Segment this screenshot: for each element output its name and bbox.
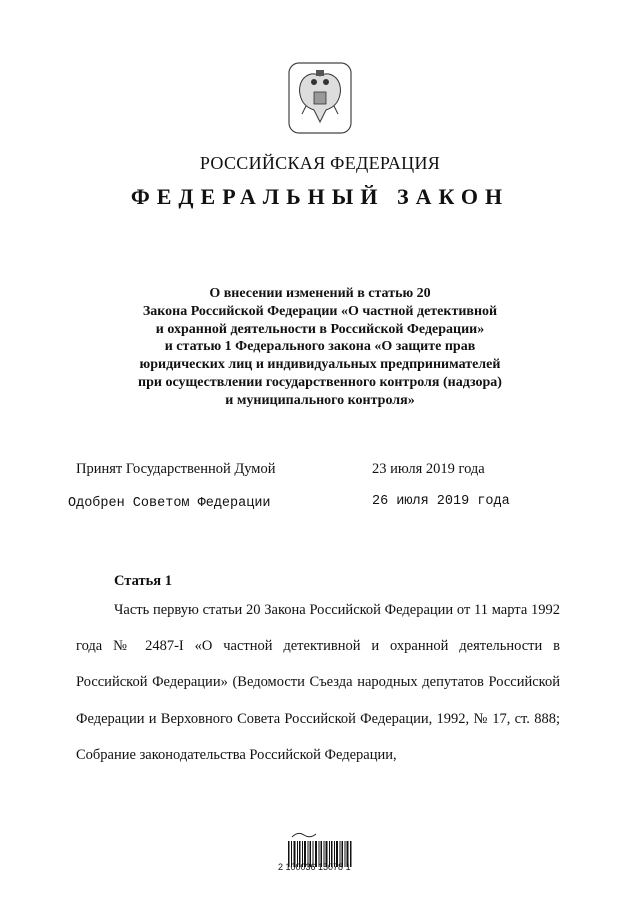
article-text: Часть первую статьи 20 Закона Российской Федерации от 11 марта 1992 года № 2487-I «О частной детективной и охранной деятельности в Российской Федерации» (Ведомости Съезда народных депутатов Российской Федерации и Верховного Совета Российской Федерации, 1992, № 17, ст. 888; Собрание законодательства Российской Федерации, [76,602,560,763]
law-title-line: и муниципального контроля» [225,392,415,408]
law-title-line: О внесении изменений в статью 20 [209,286,431,301]
law-title-line: юридических лиц и индивидуальных предпринимателей [139,357,501,373]
council-approval-label: Одобрен Советом Федерации [68,496,271,511]
country-heading: РОССИЙСКАЯ ФЕДЕРАЦИЯ [199,153,441,173]
law-title [60,285,580,410]
law-title-line: при осуществлении государственного контроля (надзора) [138,374,502,390]
article-heading: Статья 1 [114,573,172,589]
law-title-line: Закона Российской Федерации «О частной детективной [142,303,498,319]
law-title-line: и охранной деятельности в Российской Федерации» [155,321,485,337]
duma-adoption-label: Принят Государственной Думой [76,461,276,477]
document-type-heading: ФЕДЕРАЛЬНЫЙ ЗАКОН [130,184,510,209]
coat-of-arms-emblem [288,62,352,134]
duma-adoption-date: 23 июля 2019 года [372,461,485,477]
council-approval-date: 26 июля 2019 года [372,494,510,509]
barcode-number: 2 100036 15078 1 [278,862,351,872]
law-title-line: и статью 1 Федерального закона «О защите прав [164,339,476,355]
